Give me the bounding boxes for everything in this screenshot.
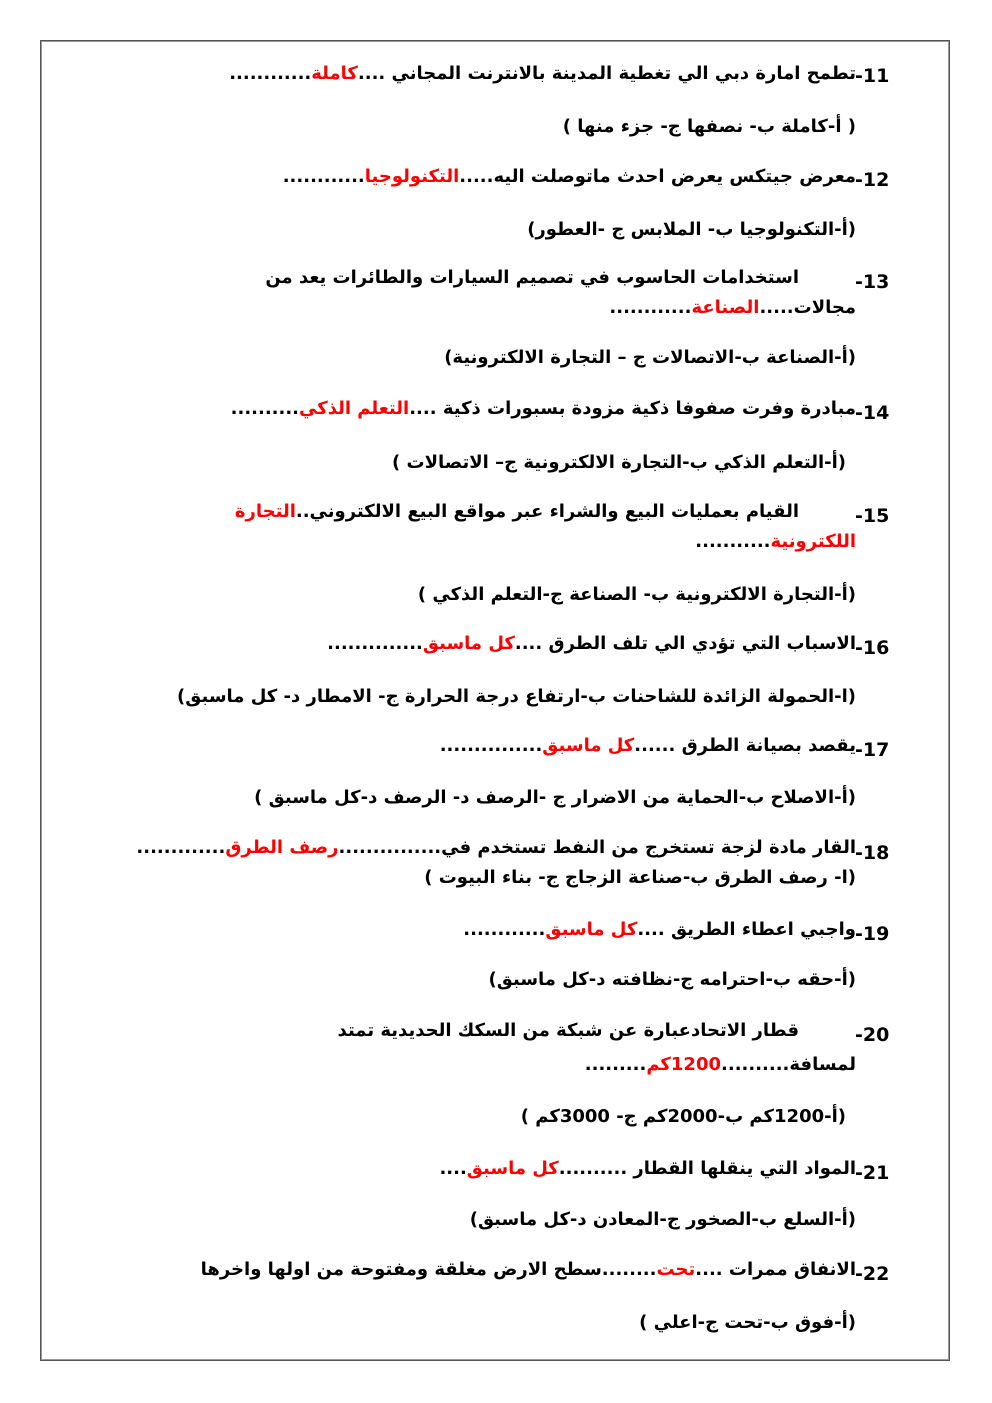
question-stem: القار مادة لزجة تستخرج من النفط تستخدم في............... [338,837,856,858]
blank-dots: ............ [282,166,365,187]
question-text [283,165,856,189]
question-stem: تطمح امارة دبي الي تغطية المدينة بالانترنت المجاني .... [357,63,856,84]
answer-text-continued: اللكترونية [770,531,856,552]
blank-dots: ............ [609,297,692,318]
blank-dots: ............ [229,63,312,84]
question-number: -18 [855,842,890,864]
question-options: (ا-الحمولة الزائدة للشاحنات ب-ارتفاع درجة الحرارة ج- الامطار د- كل ماسبق) [177,686,856,707]
question-options: (أ-التجارة الالكترونية ب- الصناعة ج-التعلم الذكي ) [417,584,856,605]
blank-dots: .... [439,1158,467,1179]
question-number: -22 [855,1263,890,1285]
question-options: (أ-التعلم الذكي ب-التجارة الالكترونية ج– الاتصالات ) [392,452,846,473]
answer-text: كل ماسبق [466,1158,559,1179]
question-text-continued [609,296,856,320]
question-stem-end: ........سطح الارض مغلقة ومفتوحة من اولها واخرها [200,1259,657,1280]
blank-dots: ........... [695,531,771,552]
question-options: (أ-السلع ب-الصخور ج-المعادن د-كل ماسبق) [469,1209,856,1230]
question-text [235,500,799,524]
question-stem: يقصد بصيانة الطرق ...... [634,735,856,756]
question-text: قطار الاتحادعبارة عن شبكة من السكك الحديدية تمتد [337,1020,799,1041]
answer-text: كاملة [311,63,358,84]
question-stem: المواد التي ينقلها القطار .......... [558,1158,856,1179]
question-number: -15 [855,505,890,527]
blank-dots: ............... [439,735,543,756]
answer-text: التعلم الذكي [299,398,410,419]
answer-text: كل ماسبق [422,633,515,654]
question-number: -19 [855,923,890,945]
blank-dots: ......... [584,1054,647,1075]
answer-text: الصناعة [691,297,760,318]
question-options: (أ-1200كم ب-2000كم ج- 3000كم ) [520,1106,846,1127]
blank-dots: ............ [463,919,546,940]
question-options: (أ-حقه ب-احترامه ج-نظافته د-كل ماسبق) [488,969,856,990]
question-number: -16 [855,637,890,659]
question-number: -14 [855,402,890,424]
question-number: -12 [855,169,890,191]
question-number: -11 [855,65,890,87]
answer-text: التكنولوجيا [364,166,460,187]
question-text [229,62,856,86]
question-text [231,397,856,421]
question-text [463,918,856,942]
question-text-continued [585,1053,856,1077]
question-text [327,632,856,656]
answer-text: كل ماسبق [542,735,635,756]
question-text [440,734,856,758]
question-options: (ا- رصف الطرق ب-صناعة الزجاج ج- بناء البيوت ) [424,867,856,888]
answer-text: كل ماسبق [545,919,638,940]
question-text [136,836,856,860]
blank-dots: ............. [136,837,226,858]
question-options: (أ-الصناعة ب-الاتصالات ج – التجارة الالكترونية) [444,347,856,368]
answer-text: 1200كم [646,1054,722,1075]
question-options: (أ-التكنولوجيا ب- الملابس ج -العطور) [527,219,856,240]
question-stem: معرض جيتكس يعرض احدث ماتوصلت اليه..... [459,166,856,187]
question-text [201,1258,856,1282]
answer-text: التجارة [234,501,296,522]
blank-dots: .......... [230,398,300,419]
answer-text: رصف الطرق [225,837,339,858]
question-text [439,1157,856,1181]
question-number: -21 [855,1162,890,1184]
question-number: -20 [855,1024,890,1046]
question-stem: الاسباب التي تؤدي الي تلف الطرق .... [514,633,856,654]
question-stem: لمسافة.......... [721,1054,856,1075]
question-options: ( أ-كاملة ب- نصفها ج- جزء منها ) [562,116,856,137]
question-stem: مبادرة وفرت صفوفا ذكية مزودة بسبورات ذكية .... [409,398,856,419]
question-stem: الانفاق ممرات .... [695,1259,856,1280]
question-number: -17 [855,739,890,761]
answer-text: تحت [656,1259,696,1280]
question-text-continued [695,530,856,554]
question-text: استخدامات الحاسوب في تصميم السيارات والطائرات يعد من [265,267,799,288]
blank-dots: .............. [327,633,423,654]
question-options: (أ-الاصلاح ب-الحماية من الاضرار ج -الرصف د- الرصف د-كل ماسبق ) [254,787,856,808]
question-number: -13 [855,271,890,293]
question-stem: القيام بعمليات البيع والشراء عبر مواقع البيع الالكتروني.. [295,501,799,522]
question-options: (أ-فوق ب-تحت ج-اعلي ) [639,1312,856,1333]
question-stem: مجالات..... [759,297,856,318]
question-stem: واجبي اعطاء الطريق .... [637,919,856,940]
